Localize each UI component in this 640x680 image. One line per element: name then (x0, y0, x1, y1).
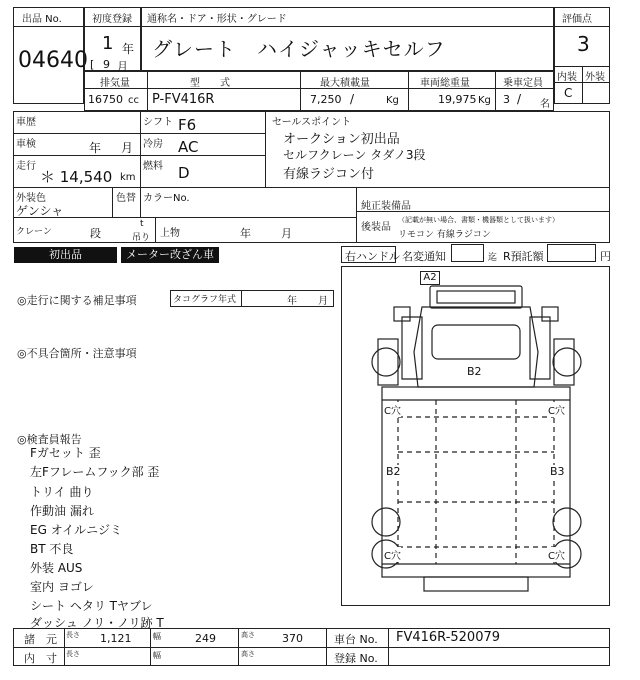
crane-label: クレーン (16, 227, 52, 237)
interior-grade-label: 内装 (557, 72, 577, 83)
capacity-label: 乗車定員 (503, 78, 543, 89)
supplement-label: ◎走行に関する補足事項 (17, 294, 137, 307)
inspection-label: 車検 (16, 139, 36, 150)
damage-mark-left-lower: C穴 (384, 547, 401, 562)
first-listing-badge: 初出品 (14, 247, 117, 263)
inspection-month-unit: 月 (121, 141, 134, 155)
damage-mark-right-mid: B3 (550, 465, 565, 478)
first-reg-month: 9 (103, 58, 110, 71)
registration-no-label: 登録 No. (334, 652, 378, 665)
inspector-line-6: BT 不良 (30, 542, 74, 556)
color-label: 外装色 (16, 193, 46, 204)
damage-mark-front: A2 (420, 271, 440, 285)
capacity: 3 (503, 93, 510, 106)
meter-tampered-badge: メーター改ざん車 (121, 247, 219, 263)
sales-line-1: オークション初出品 (283, 132, 400, 147)
interior-grade: C (564, 86, 573, 100)
length-value: 1,121 (100, 632, 132, 645)
upper-body-label: 上物 (160, 228, 180, 239)
first-reg-label: 初度登録 (92, 14, 132, 25)
inner-height-label: 高さ (241, 650, 255, 658)
slash: / (350, 92, 355, 106)
recycle-deposit-label: R預託額 (503, 250, 544, 263)
inspector-line-8: 室内 ヨゴレ (30, 580, 94, 594)
shift-value: F6 (178, 116, 197, 134)
damage-mark-left-mid: B2 (386, 465, 401, 478)
displacement: 16750 (88, 93, 123, 106)
inner-dims-label: 内 寸 (24, 652, 57, 665)
vehicle-name-label: 通称名・ドア・形状・グレード (147, 14, 287, 25)
mileage-label: 走行 (16, 161, 36, 172)
month-unit: 月 (117, 60, 128, 73)
sales-point-label: セールスポイント (272, 117, 352, 128)
name-change-box (451, 244, 484, 262)
crane-steps-unit: 段 (90, 227, 101, 240)
length-label: 長さ (66, 631, 80, 639)
upper-year-unit: 年 (240, 227, 251, 240)
inspector-line-7: 外装 AUS (30, 561, 83, 575)
inner-length-label: 長さ (66, 650, 80, 658)
history-label: 車歴 (16, 117, 36, 128)
damage-mark-right-lower: C穴 (548, 547, 565, 562)
height-value: 370 (282, 632, 303, 645)
rhd-label: 右ハンドル (345, 250, 400, 263)
height-label: 高さ (241, 631, 255, 639)
model-label: 型 式 (190, 78, 230, 89)
chassis-no-label: 車台 No. (334, 633, 378, 646)
first-reg-year: 1 (102, 33, 114, 54)
recycle-deposit-box (547, 244, 596, 262)
inspection-year-unit: 年 (89, 141, 102, 155)
score-label: 評価点 (562, 14, 592, 25)
crane-tons-unit: t (140, 219, 144, 229)
inspector-report-label: ◎検査員報告 (17, 433, 82, 446)
aftermarket-value: リモコン 有線ラジコン (398, 230, 491, 240)
displacement-label: 排気量 (100, 78, 130, 89)
damage-mark-right-upper: C穴 (548, 402, 565, 417)
tachograph-label: タコグラフ年式 (173, 295, 237, 305)
inspector-line-3: トリイ 曲り (30, 485, 94, 499)
fuel-label: 燃料 (143, 161, 163, 172)
color-code-label: カラーNo. (143, 193, 190, 204)
aftermarket-label: 後装品 (361, 222, 391, 233)
width-value: 249 (195, 632, 216, 645)
tacho-month-unit: 月 (318, 296, 328, 307)
deadline-prefix: 迄 (488, 253, 498, 263)
fuel-value: D (178, 164, 190, 182)
inspector-line-5: EG オイルニジミ (30, 523, 123, 537)
sales-line-3: 有線ラジコン付 (283, 167, 375, 182)
inspector-line-9: シート ヘタリ Tヤブレ (30, 599, 153, 613)
inner-width-label: 幅 (153, 651, 161, 660)
defects-label: ◎不具合箇所・注意事項 (17, 347, 137, 360)
max-load-unit: Kg (386, 95, 399, 106)
color-change-label: 色替 (116, 193, 136, 204)
color-value: ゲンシャ (16, 204, 64, 218)
damage-mark-left-upper: C穴 (384, 402, 401, 417)
shift-label: シフト (143, 117, 173, 128)
truck-outline (342, 267, 611, 607)
crane-hook-unit: 吊り (132, 233, 151, 243)
vehicle-name: グレート ハイジャッキセルフ (152, 37, 446, 61)
year-unit: 年 (122, 42, 135, 56)
aftermarket-note: （記載が無い場合、書類・機器類として扱います） (398, 216, 559, 224)
yen-unit: 円 (600, 250, 611, 263)
sales-line-2: セルフクレーン タダノ3段 (283, 148, 426, 162)
displacement-unit: cc (128, 95, 139, 106)
score-value: 3 (577, 32, 590, 56)
name-change-label: 名変通知 (402, 250, 446, 263)
damage-mark-cab: B2 (467, 365, 482, 378)
tacho-year-unit: 年 (287, 296, 297, 307)
capacity-slash: / (517, 92, 522, 106)
width-label: 幅 (153, 632, 161, 641)
first-reg-month-open: [ (90, 58, 95, 71)
max-load-label: 最大積載量 (320, 78, 370, 89)
ac-value: AC (178, 138, 199, 156)
exterior-grade-label: 外装 (585, 72, 605, 83)
mileage-unit: km (120, 172, 136, 183)
damage-diagram (341, 266, 610, 606)
upper-month-unit: 月 (281, 227, 292, 240)
gross-weight-unit: Kg (478, 95, 491, 106)
chassis-number: FV416R-520079 (396, 630, 501, 645)
inspector-line-2: 左Fフレームフック部 歪 (30, 465, 160, 479)
lot-no-label: 出品 No. (22, 14, 62, 25)
capacity-unit: 名 (540, 99, 550, 110)
mileage-value: ＊ 14,540 (40, 168, 113, 186)
gross-weight-label: 車両総重量 (420, 78, 470, 89)
dims-label: 諸 元 (24, 633, 57, 646)
model-code: P-FV416R (152, 92, 215, 107)
gross-weight: 19,975 (438, 93, 477, 106)
inspector-line-10: ダッシュ ノリ・ノリ跡 T (30, 616, 164, 630)
inspector-line-4: 作動油 漏れ (30, 504, 94, 518)
ac-label: 冷房 (143, 139, 163, 150)
lot-number: 04640 (18, 48, 88, 73)
max-load: 7,250 (310, 93, 342, 106)
inspector-line-1: Fガセット 歪 (30, 446, 101, 460)
genuine-equipment-label: 純正装備品 (361, 201, 411, 212)
